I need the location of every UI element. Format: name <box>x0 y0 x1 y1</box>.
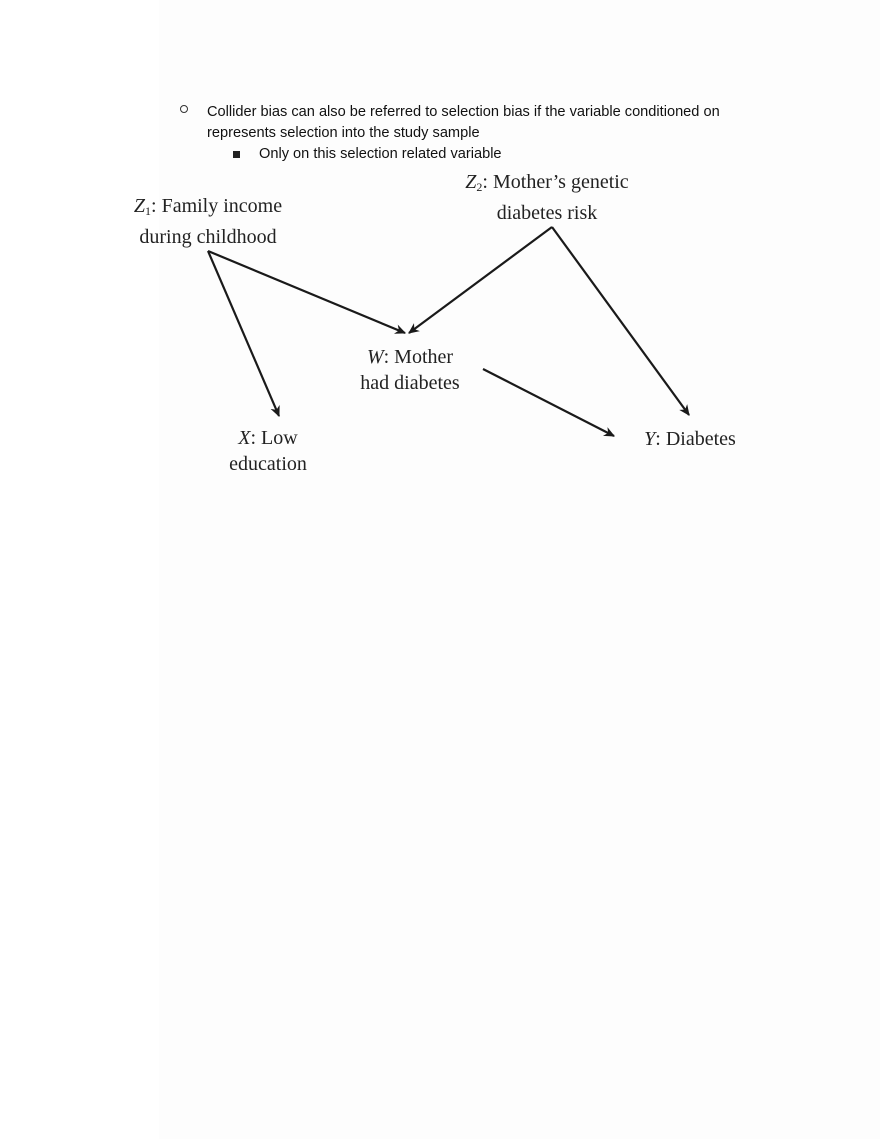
node-subscript: 1 <box>145 204 152 218</box>
node-label: education <box>229 453 307 475</box>
node-w <box>350 344 470 396</box>
node-subscript: 2 <box>476 180 483 194</box>
node-label: : Low <box>250 427 298 449</box>
node-label: : Diabetes <box>655 428 736 450</box>
node-symbol: Y <box>644 428 656 450</box>
node-symbol: Z <box>133 195 146 217</box>
edge-w-y <box>483 369 614 436</box>
node-symbol: W <box>366 346 384 368</box>
bullet-line: Only on this selection related variable <box>259 146 502 162</box>
node-z1 <box>114 193 302 250</box>
edge-z2-w <box>409 227 552 333</box>
bullet-line: Collider bias can also be referred to selection bias if the variable conditioned on <box>207 104 720 120</box>
node-z2 <box>452 169 642 226</box>
node-x <box>218 425 318 477</box>
node-label: : Mother’s genetic <box>482 171 629 193</box>
node-label: had diabetes <box>360 372 460 394</box>
node-symbol: X <box>238 427 251 449</box>
bullet-line: represents selection into the study sample <box>207 125 480 141</box>
node-symbol: Z <box>465 171 477 193</box>
edge-z2-y <box>552 227 689 415</box>
node-label: : Mother <box>383 346 454 368</box>
node-label: during childhood <box>139 226 277 248</box>
node-label: : Family income <box>151 195 283 217</box>
node-y <box>634 426 746 452</box>
node-label: diabetes risk <box>496 202 598 224</box>
